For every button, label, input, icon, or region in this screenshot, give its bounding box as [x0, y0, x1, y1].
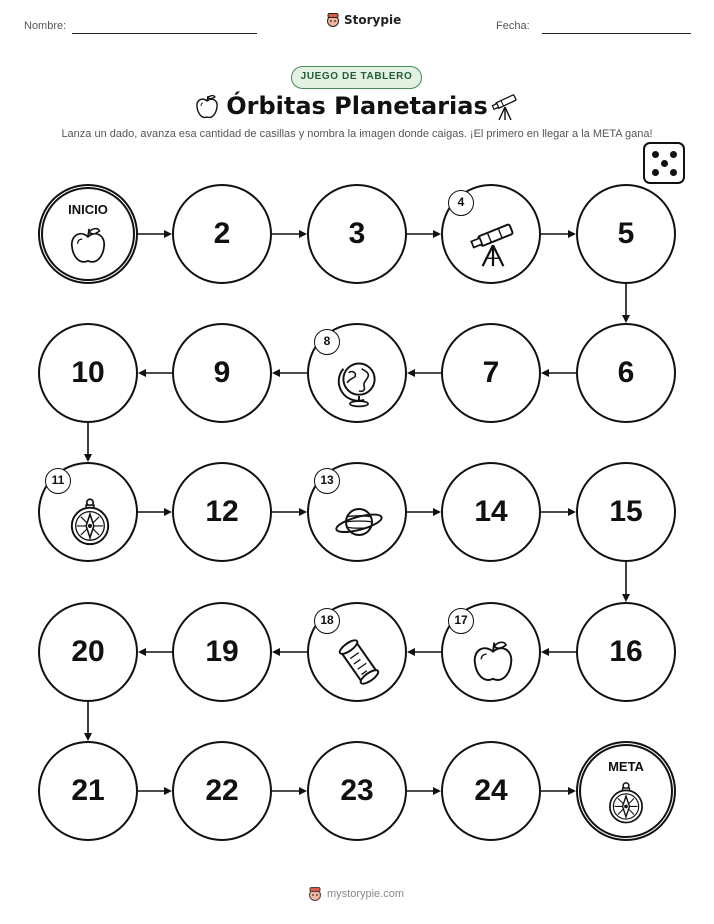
- space-number: 23: [340, 774, 374, 807]
- brand-name: Storypie: [344, 13, 402, 27]
- instructions: Lanza un dado, avanza esa cantidad de casillas y nombra la imagen donde caigas. ¡El primero en llegar a la META gana!: [61, 128, 653, 140]
- compass-icon: [64, 496, 116, 548]
- board-space: [441, 741, 541, 841]
- path-arrow: [272, 648, 307, 656]
- board-space: [576, 184, 676, 284]
- space-number: 19: [205, 635, 239, 668]
- space-number: 10: [71, 356, 105, 389]
- path-arrow: [622, 562, 630, 602]
- board-space: [576, 323, 676, 423]
- space-number: 7: [482, 356, 500, 389]
- scroll-map-icon: [333, 636, 385, 688]
- finish-label: META: [608, 759, 644, 774]
- space-number: 21: [71, 774, 105, 807]
- path-arrow: [138, 787, 172, 795]
- board-space: [576, 462, 676, 562]
- apple-icon: [467, 636, 519, 688]
- space-number: 11: [45, 468, 71, 494]
- space-number: 12: [205, 495, 239, 528]
- space-number: 22: [205, 774, 239, 807]
- space-number: 24: [474, 774, 508, 807]
- board-space: [38, 602, 138, 702]
- board-space: [172, 184, 272, 284]
- path-arrow: [407, 787, 441, 795]
- board-space: [307, 323, 407, 423]
- path-arrow: [138, 369, 172, 377]
- board-space: [172, 741, 272, 841]
- space-number: 4: [448, 190, 474, 216]
- start-label: INICIO: [68, 202, 108, 217]
- board-space: [172, 462, 272, 562]
- path-arrow: [138, 508, 172, 516]
- path-arrow: [272, 369, 307, 377]
- telescope-icon: [467, 218, 519, 270]
- game-type-badge: JUEGO DE TABLERO: [291, 66, 422, 89]
- path-arrow: [622, 284, 630, 323]
- path-arrow: [138, 230, 172, 238]
- compass-icon: [603, 780, 649, 826]
- board-space: [172, 323, 272, 423]
- space-number: 13: [314, 468, 340, 494]
- path-arrow: [407, 508, 441, 516]
- space-number: 8: [314, 329, 340, 355]
- board-space: [307, 462, 407, 562]
- board-space: [307, 602, 407, 702]
- storypie-logo-icon: [308, 886, 322, 902]
- path-arrow: [541, 508, 576, 516]
- globe-icon: [333, 357, 385, 409]
- space-number: 15: [609, 495, 643, 528]
- date-label: Fecha:: [496, 20, 530, 32]
- path-arrow: [541, 648, 576, 656]
- path-arrow: [407, 230, 441, 238]
- path-arrow: [272, 787, 307, 795]
- board-space: [307, 741, 407, 841]
- board-space: [441, 462, 541, 562]
- space-number: 2: [213, 217, 231, 250]
- space-number: 17: [448, 608, 474, 634]
- board-space: [172, 602, 272, 702]
- path-arrow: [272, 508, 307, 516]
- board-space: [38, 462, 138, 562]
- path-arrow: [541, 369, 576, 377]
- finish-space: [576, 741, 676, 841]
- space-number: 3: [348, 217, 366, 250]
- board-space: [38, 323, 138, 423]
- path-arrow: [138, 648, 172, 656]
- space-number: 9: [213, 356, 231, 389]
- board-space: [307, 184, 407, 284]
- start-space: [38, 184, 138, 284]
- name-label: Nombre:: [24, 20, 67, 32]
- space-number: 20: [71, 635, 105, 668]
- path-arrow: [84, 702, 92, 741]
- space-number: 16: [609, 635, 643, 668]
- board-space: [441, 323, 541, 423]
- board-space: [38, 741, 138, 841]
- apple-icon: [65, 223, 111, 269]
- planet-icon: [333, 496, 385, 548]
- path-arrow: [407, 648, 441, 656]
- space-number: 5: [617, 217, 635, 250]
- board-space: [441, 602, 541, 702]
- space-number: 14: [474, 495, 508, 528]
- footer-url[interactable]: mystorypie.com: [327, 888, 405, 900]
- footer: [308, 886, 404, 902]
- board-space: [576, 602, 676, 702]
- space-number: 6: [617, 356, 635, 389]
- path-arrow: [541, 787, 576, 795]
- board-space: [441, 184, 541, 284]
- page-title: Órbitas Planetarias: [226, 92, 488, 120]
- path-arrow: [272, 230, 307, 238]
- path-arrow: [84, 423, 92, 462]
- space-number: 18: [314, 608, 340, 634]
- path-arrow: [407, 369, 441, 377]
- path-arrow: [541, 230, 576, 238]
